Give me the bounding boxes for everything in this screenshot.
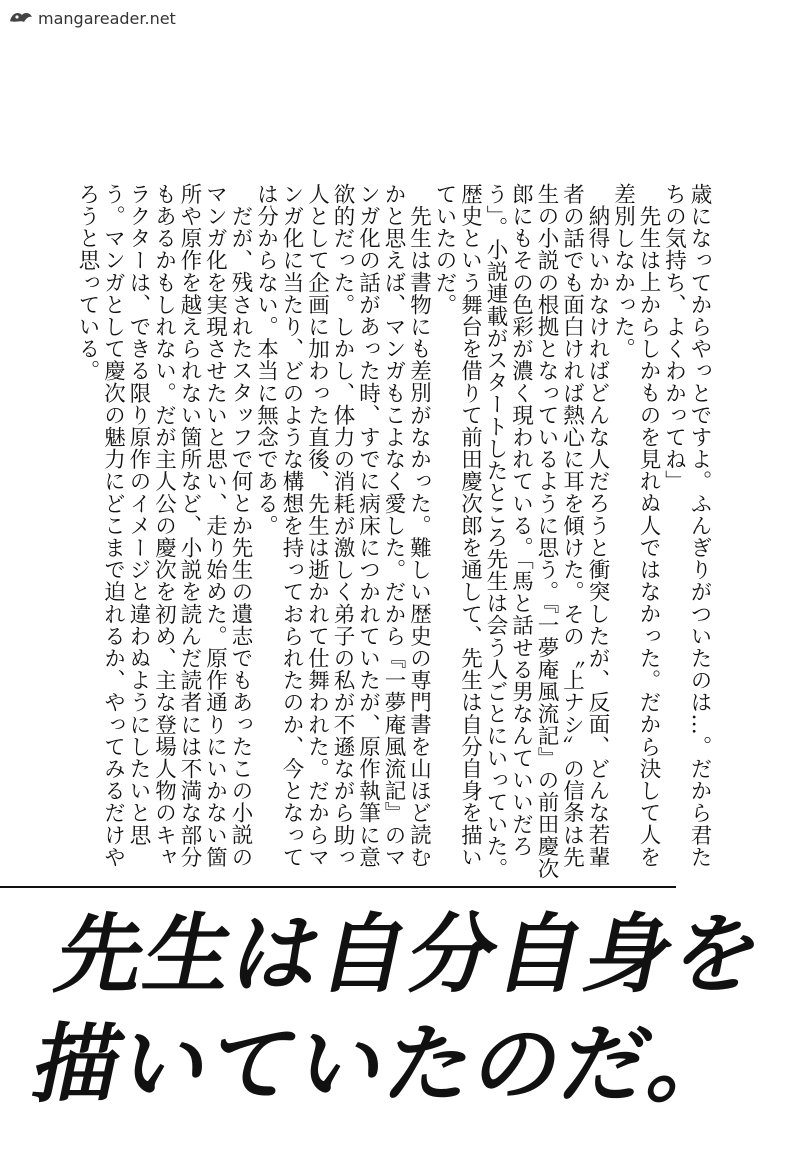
headline-line-2: 描いていたのだ。 — [24, 1014, 750, 1115]
paragraph: 歳になってからやっとですよ。ふんぎりがついたのは…。だから君たちの気持ち、よくわかってね」 — [661, 183, 712, 869]
paragraph: 先生は上からしかものを見れぬ人ではなかった。だから決して人を差別しなかった。 — [610, 183, 661, 868]
divider-line — [0, 886, 676, 888]
watermark-text: mangareader.net — [38, 8, 176, 28]
headline — [23, 900, 774, 1120]
paragraph: だが、残されたスタッフで何とか先生の遺志でもあったこの小説のマンガ化を実現させたいと思い、走り始めた。原作通りにいかない箇所や原作を越えられない箇所など、小説を読んだ読者には不満な部分もあるかもしれない。だが主人公の慶次を初め、主な登場人物のキャラクターは、できる限り原作のイメージと違わぬようにしたいと思う。マンガとして慶次の魅力にどこまで迫れるか、やってみるだけやろうと思っている。 — [75, 183, 253, 869]
paragraph: 納得いかなければどんな人だろうと衝突したが、反面、どんな若輩者の話でも面白ければ熱心に耳を傾けた。その〝上ナシ〟の信条は先生の小説の根拠となっているように思う。『一夢庵風流記』の前田慶次郎にもその色彩が濃く現われている。「馬と話せる男なんていいだろう」。小説連載がスタートしたところ先生は会う人ごとにいっていた。歴史という舞台を借りて前田慶次郎を通して、先生は自分自身を描いていたのだ。 — [432, 183, 610, 880]
watermark — [8, 6, 176, 30]
mangareader-logo-icon — [8, 9, 34, 27]
article-body — [52, 183, 712, 883]
paragraph: 先生は書物にも差別がなかった。難しい歴史の専門書を山ほど読むかと思えば、マンガもこよなく愛した。だから『一夢庵風流記』のマンガ化の話があった時、すでに病床につかれていたが、原作執筆に意欲的だった。しかし、体力の消耗が激しく弟子の私が不遜ながら助っ人として企画に加わった直後、先生は逝かれて仕舞われた。だからマンガ化に当たり、どのような構想を持っておられたのか、今となっては分からない。本当に無念である。 — [253, 183, 432, 869]
headline-line-1: 先生は自分自身を — [47, 904, 774, 1005]
